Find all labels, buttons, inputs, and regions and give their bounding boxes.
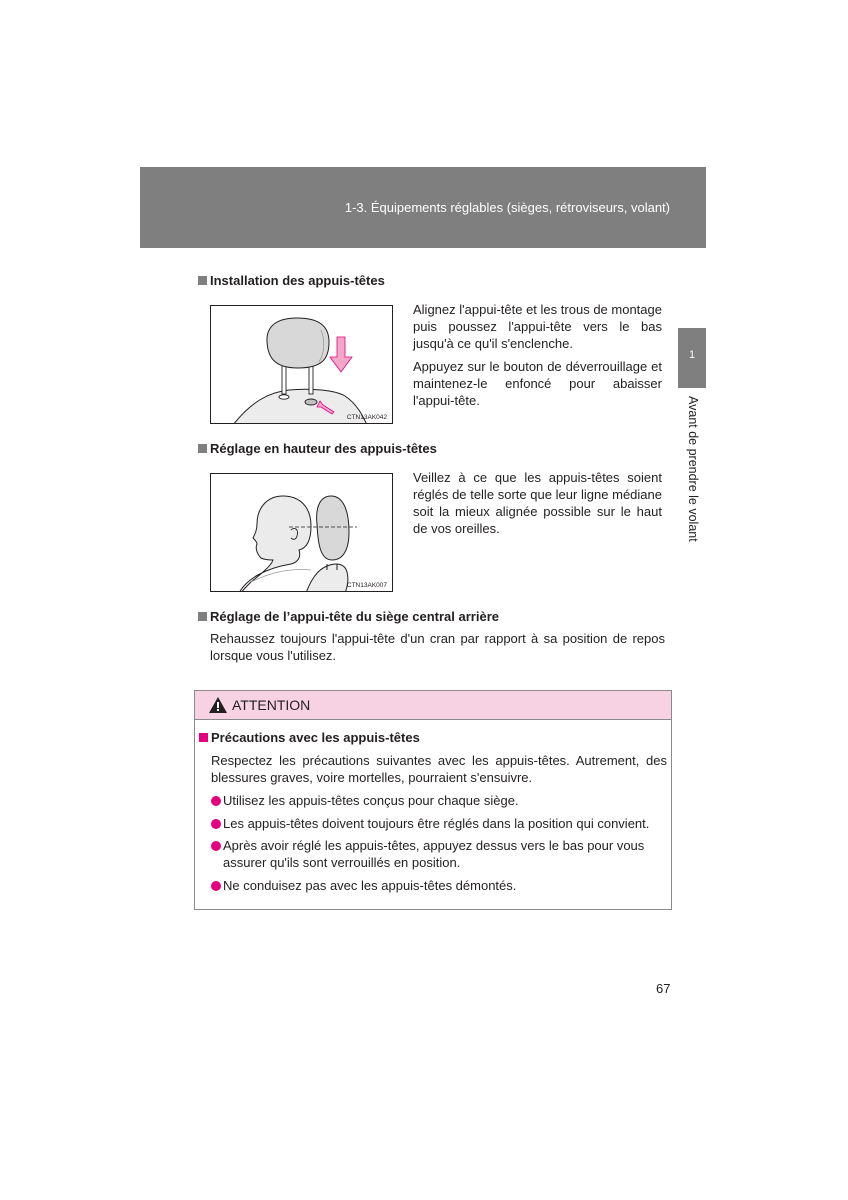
magenta-square-icon (199, 733, 208, 742)
attention-intro: Respectez les précautions suivantes avec les appuis-têtes. Autrement, des blessures graves, voire mortelles, pourraient s'ensuivre. (211, 753, 667, 785)
header-bar (140, 167, 706, 248)
chapter-label: Avant de prendre le volant (686, 396, 700, 542)
list-item (211, 815, 667, 832)
headrest-height-illustration (211, 474, 393, 592)
chapter-number: 1 (688, 349, 696, 361)
attention-heading (199, 730, 420, 745)
figure-headrest-height (210, 473, 393, 592)
paragraph: Rehaussez toujours l'appui-tête d'un cran par rapport à sa position de repos lorsque vous l'utilisez. (210, 631, 665, 663)
paragraph: Veillez à ce que les appuis-têtes soient réglés de telle sorte que leur ligne médiane soit la mieux alignée possible sur le haut de vos oreilles. (413, 470, 662, 536)
attention-title: ATTENTION (232, 697, 311, 713)
section-heading-text: Réglage en hauteur des appuis-têtes (210, 441, 437, 456)
section-heading-text: Réglage de l’appui-tête du siège central arrière (210, 609, 499, 624)
list-item (211, 792, 667, 809)
paragraph: Alignez l'appui-tête et les trous de montage puis poussez l'appui-tête vers le bas jusqu'à ce qu'il s'enclenche. (413, 302, 662, 351)
paragraph: Appuyez sur le bouton de déverrouillage et maintenez-le enfoncé pour abaisser l'appui-tête. (413, 359, 662, 408)
section-heading-text: Installation des appuis-têtes (210, 273, 385, 288)
list-item (211, 837, 667, 871)
bullet-dot-icon (211, 881, 221, 891)
bullet-dot-icon (211, 796, 221, 806)
header-title: 1-3. Équipements réglables (sièges, rétroviseurs, volant) (344, 200, 670, 215)
attention-box (194, 690, 672, 910)
section-heading-height-adjustment (198, 441, 437, 456)
bullet-dot-icon (211, 841, 221, 851)
list-item (211, 877, 667, 894)
gray-square-icon (198, 444, 207, 453)
figure-code: CTN13AK042 (346, 414, 387, 421)
attention-heading-text: Précautions avec les appuis-têtes (211, 730, 420, 745)
bullet-text: Ne conduisez pas avec les appuis-têtes démontés. (223, 878, 517, 893)
section-heading-rear-center (198, 609, 499, 624)
section-heading-installation (198, 273, 385, 288)
gray-square-icon (198, 612, 207, 621)
page-number: 67 (656, 981, 671, 996)
gray-square-icon (198, 276, 207, 285)
bullet-text: Après avoir réglé les appuis-têtes, appuyez dessus vers le bas pour vous assurer qu'ils sont verrouillés en position. (223, 838, 645, 870)
chapter-tab (678, 328, 706, 388)
figure-headrest-installation (210, 305, 393, 424)
warning-triangle-icon (208, 696, 228, 714)
figure-code: CTN13AK007 (346, 582, 387, 589)
headrest-installation-illustration (211, 306, 393, 424)
attention-header (195, 691, 671, 720)
bullet-text: Les appuis-têtes doivent toujours être réglés dans la position qui convient. (223, 816, 650, 831)
bullet-text: Utilisez les appuis-têtes conçus pour chaque siège. (223, 793, 519, 808)
bullet-dot-icon (211, 819, 221, 829)
